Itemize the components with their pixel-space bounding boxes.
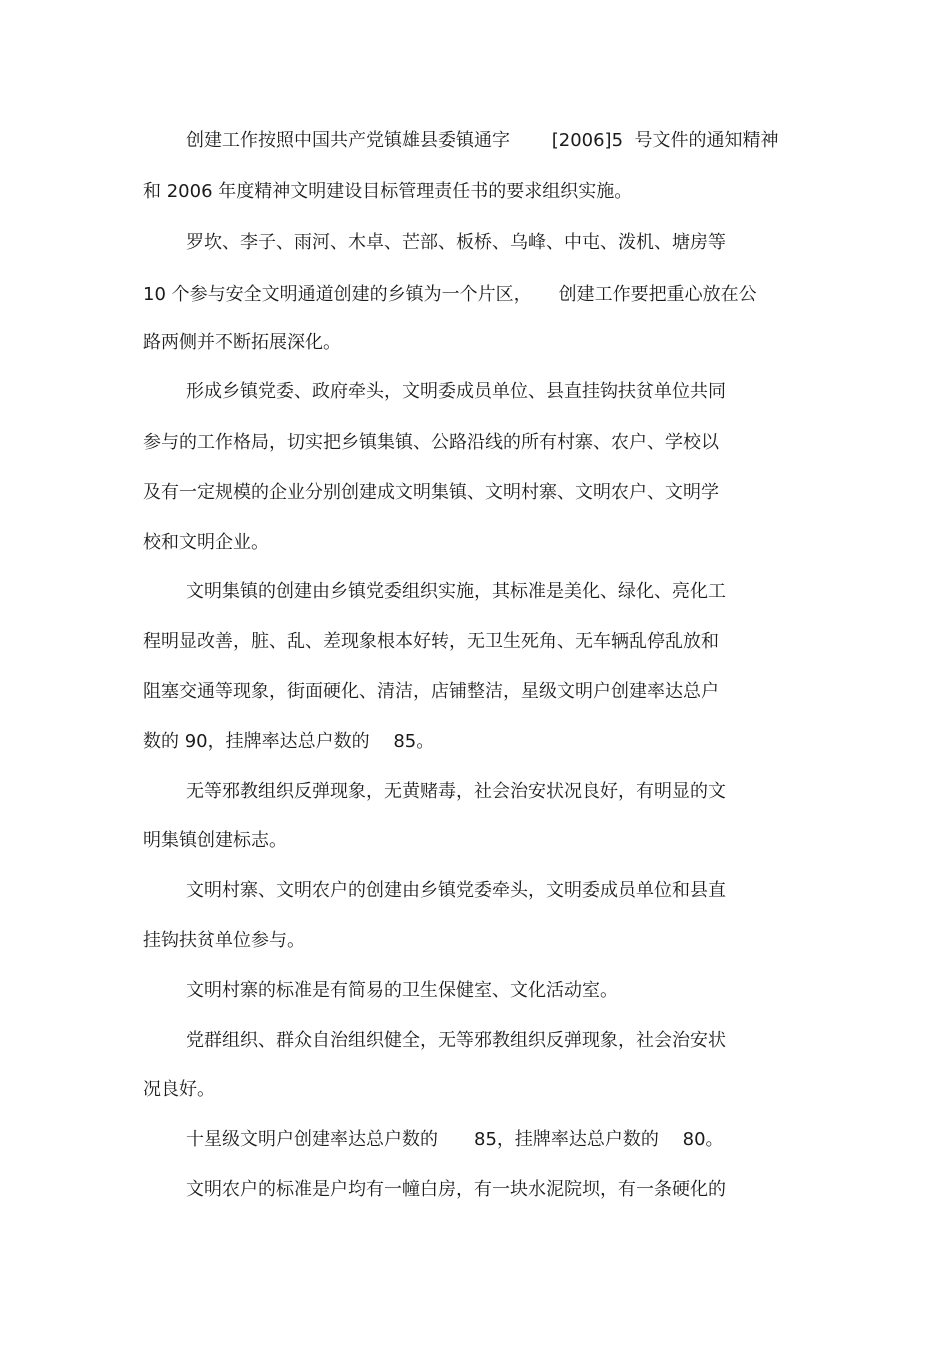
text-line: 文明村寨、文明农户的创建由乡镇党委牵头，文明委成员单位和县直 xyxy=(186,880,726,901)
text-line: 路两侧并不断拓展深化。 xyxy=(143,332,341,353)
text-line: 10 个参与安全文明通道创建的乡镇为一个片区， 创建工作要把重心放在公 xyxy=(143,284,757,305)
text-line: 文明农户的标准是户均有一幢白房，有一块水泥院坝，有一条硬化的 xyxy=(186,1179,726,1200)
text-line: 明集镇创建标志。 xyxy=(143,830,287,851)
text-line: 及有一定规模的企业分别创建成文明集镇、文明村寨、文明农户、文明学 xyxy=(143,482,719,503)
text-line: 十星级文明户创建率达总户数的 85，挂牌率达总户数的 80。 xyxy=(186,1129,724,1150)
text-line: 校和文明企业。 xyxy=(143,532,269,553)
text-line: 况良好。 xyxy=(143,1079,215,1100)
text-line: 挂钩扶贫单位参与。 xyxy=(143,930,305,951)
text-line: 创建工作按照中国共产党镇雄县委镇通字 [2006]5 号文件的通知精神 xyxy=(186,130,779,151)
text-line: 形成乡镇党委、政府牵头，文明委成员单位、县直挂钩扶贫单位共同 xyxy=(186,381,726,402)
text-line: 和 2006 年度精神文明建设目标管理责任书的要求组织实施。 xyxy=(143,181,633,202)
text-line: 数的 90，挂牌率达总户数的 85。 xyxy=(143,731,435,752)
text-line: 无等邪教组织反弹现象，无黄赌毒，社会治安状况良好，有明显的文 xyxy=(186,781,726,802)
text-line: 阻塞交通等现象，街面硬化、清洁，店铺整洁，星级文明户创建率达总户 xyxy=(143,681,719,702)
text-line: 程明显改善，脏、乱、差现象根本好转，无卫生死角、无车辆乱停乱放和 xyxy=(143,631,719,652)
text-line: 党群组织、群众自治组织健全，无等邪教组织反弹现象，社会治安状 xyxy=(186,1030,726,1051)
text-line: 文明集镇的创建由乡镇党委组织实施，其标准是美化、绿化、亮化工 xyxy=(186,581,726,602)
text-line: 罗坎、李子、雨河、木卓、芒部、板桥、乌峰、中屯、泼机、塘房等 xyxy=(186,232,726,253)
text-line: 参与的工作格局，切实把乡镇集镇、公路沿线的所有村寨、农户、学校以 xyxy=(143,432,719,453)
text-line: 文明村寨的标准是有简易的卫生保健室、文化活动室。 xyxy=(186,980,618,1001)
